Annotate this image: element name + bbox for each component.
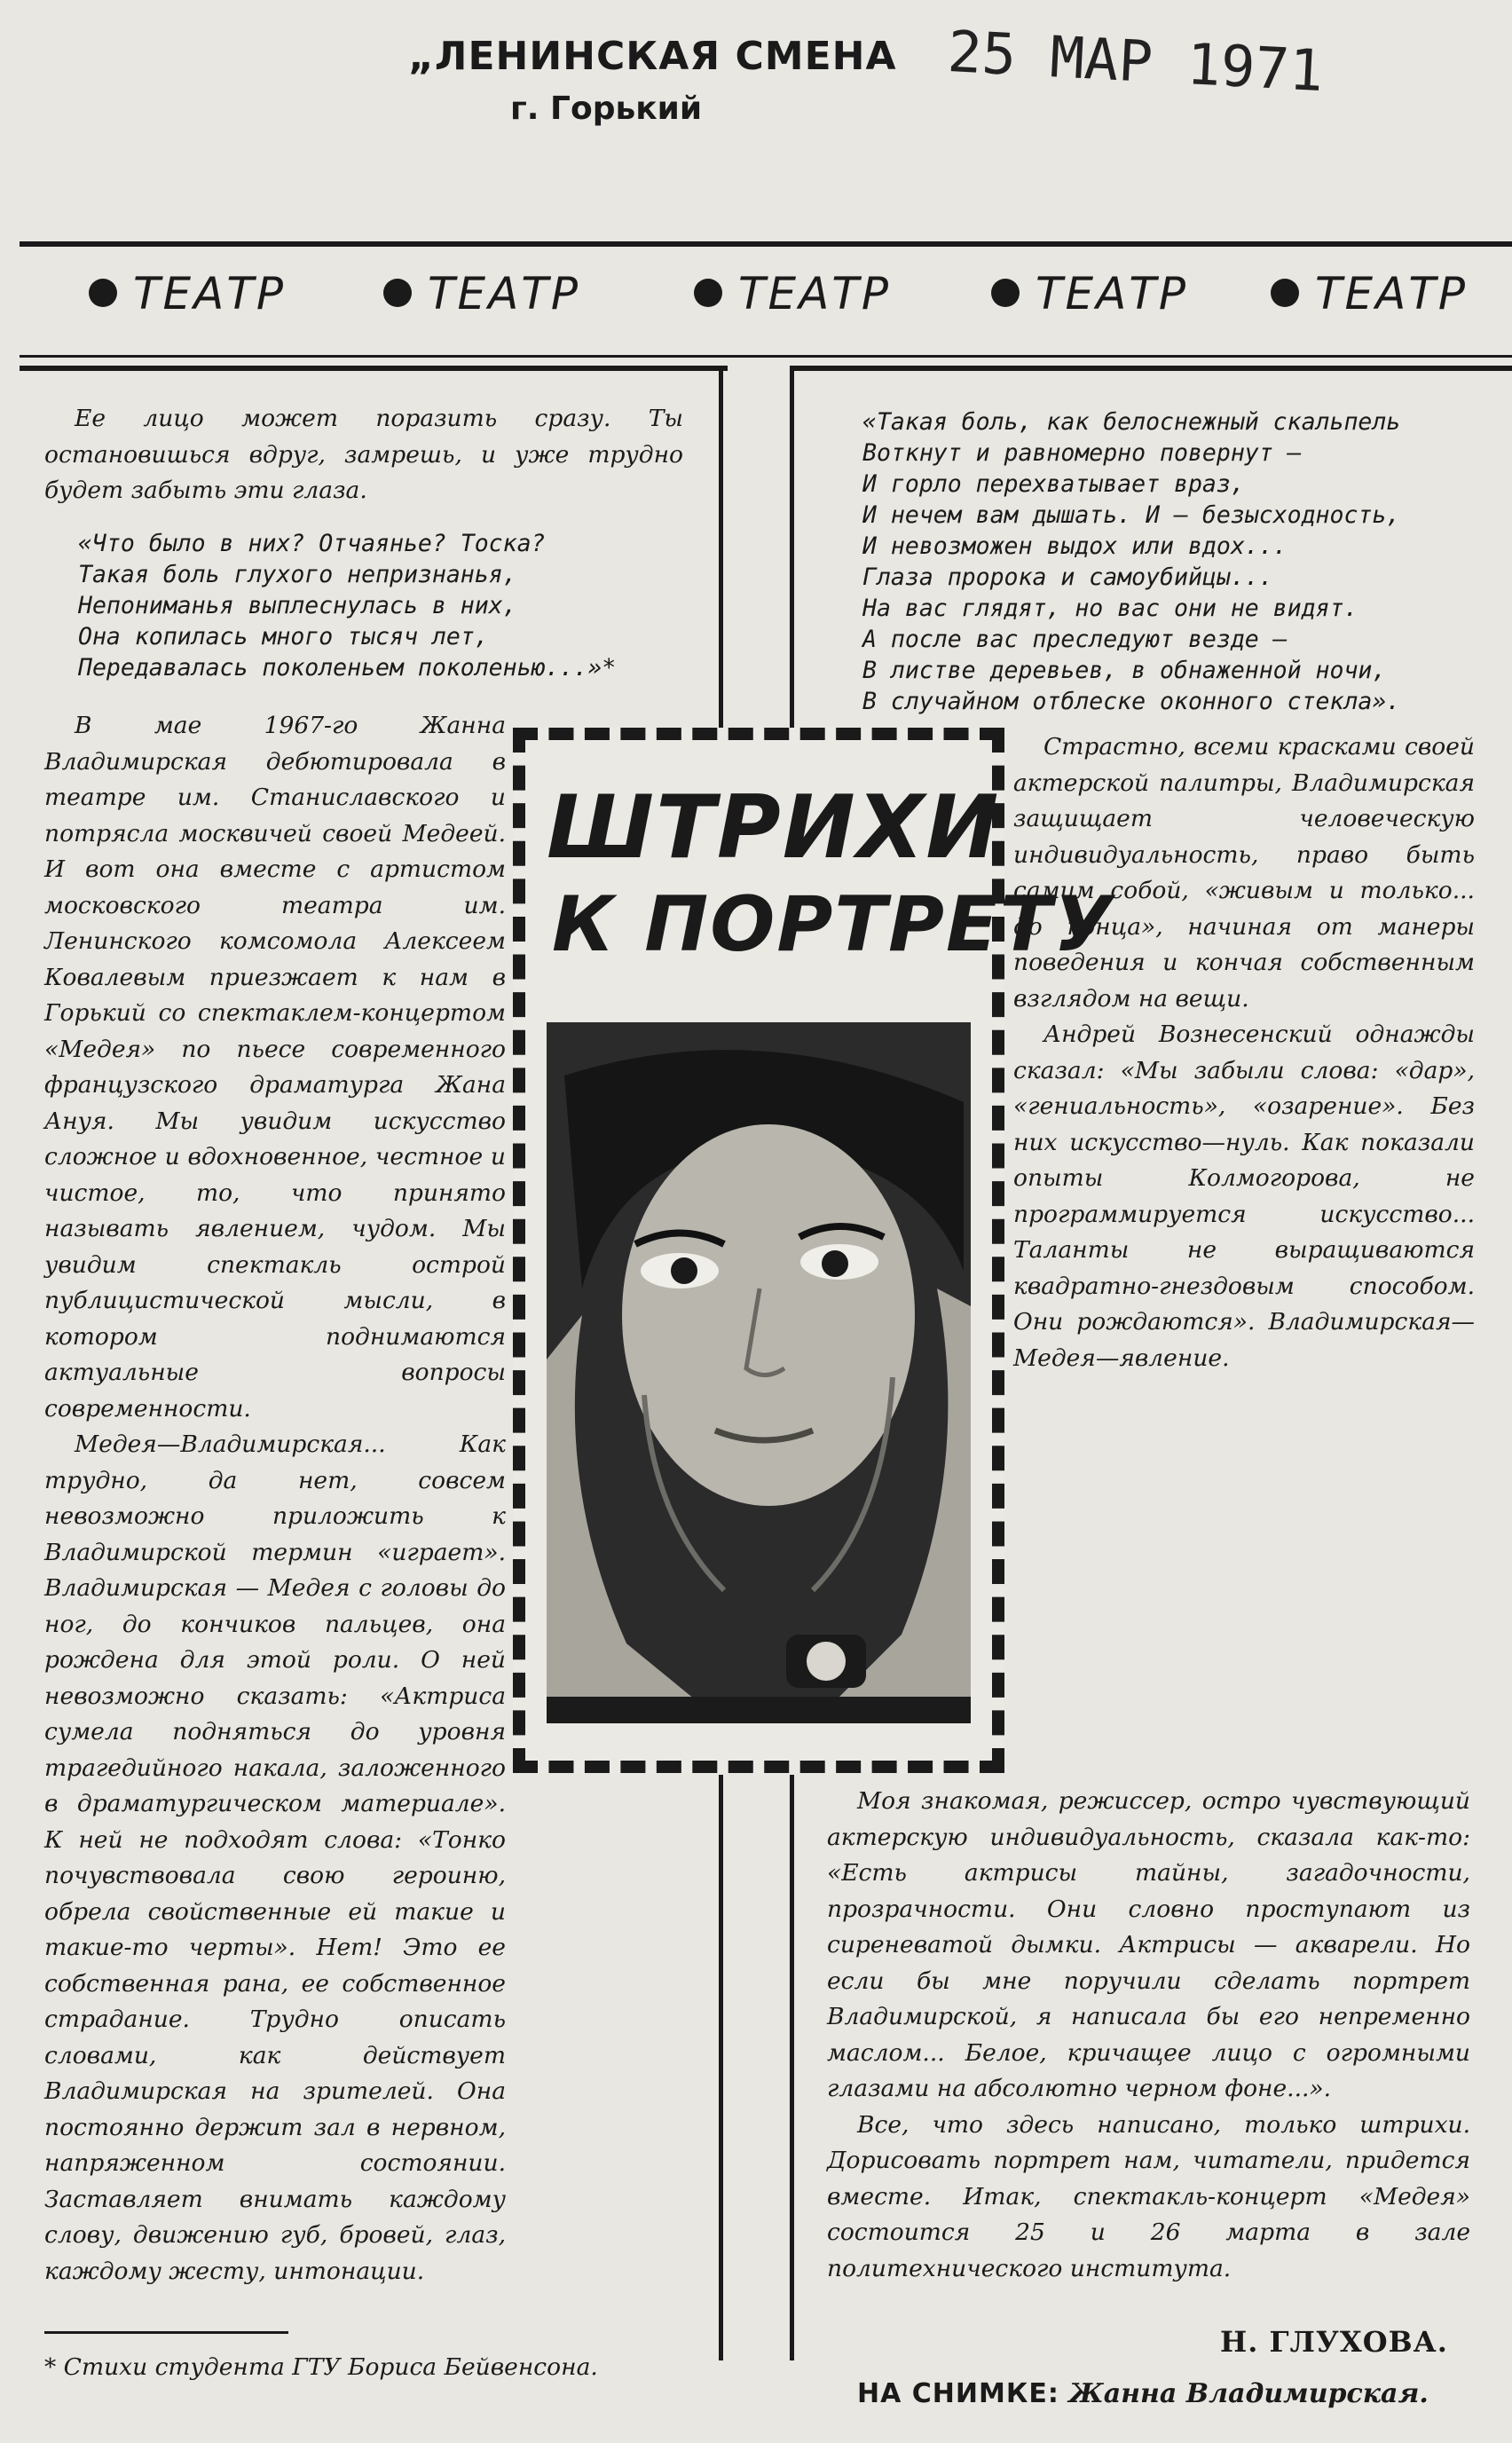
column-divider-left (719, 366, 723, 738)
left-paragraph-1: В мае 1967-го Жанна Владимирская дебютировала в театре им. Станиславского и потрясла москвичей своей Медеей. И вот она вместе с артистом московского театра им. Ленинского комсомола Алексеем Ковалевым приезжает к нам в Горький со спектаклем-концертом «Медея» по пьесе современного французского драматурга Жана Ануя. Мы увидим искусство сложное и вдохновенное, честное и чистое, то, что принято называть явлением, чудом. Мы увидим спектакль острой публицистической мысли, в котором поднимаются актуальные вопросы современности. Медея—Владимирская... Как трудно, да нет, совсем невозможно приложить к Владимирской термин «играет». Владимирская — Медея с головы до ног, до кончиков пальцев, она рождена для этой роли. О ней невозможно сказать: «Актриса сумела подняться до уровня трагедийного накала, заложенного в драматургическом материале». К ней не подходят слова: «Тонко почувствовала свою героиню, обрела свойственные ей такие и такие-то черты». Нет! Это ее собственная рана, ее собственное страдание. Трудно описать словами, как действует Владимирская на зрителей. Она постоянно держит зал в нервном, напряженном состоянии. Заставляет внимать каждому слову, движению губ, бровей, глаз, каждому жесту, интонации. (44, 712, 506, 2285)
left-column-top-rule (20, 366, 728, 371)
author-signature: Н. ГЛУХОВА. (1220, 2325, 1448, 2359)
right-column-top-rule (790, 366, 1512, 371)
column-divider-right (790, 366, 794, 738)
caption-text: Жанна Владимирская. (1068, 2378, 1429, 2409)
newspaper-name: „ЛЕНИНСКАЯ СМЕНА (408, 34, 897, 79)
rubric-item: ТЕАТР (991, 268, 1188, 319)
bullet-icon (89, 279, 117, 307)
rubric-bottom-rule (20, 355, 1512, 358)
rubric-item: ТЕАТР (1271, 268, 1468, 319)
headline-line-1: ШТРИХИ (547, 777, 1001, 879)
portrait-photo (547, 1022, 971, 1723)
rubric-item: ТЕАТР (694, 268, 891, 319)
bullet-icon (991, 279, 1020, 307)
rubric-item: ТЕАТР (89, 268, 286, 319)
left-poem: «Что было в них? Отчаянье? Тоска? Такая боль глухого непризнанья, Непониманья выплеснулась в них, Она копилась много тысяч лет, Передавалась поколеньем поколенью...»* (78, 530, 617, 682)
footnote: * Стихи студента ГТУ Бориса Бейвенсона. (44, 2353, 598, 2381)
right-lower-paragraphs: Моя знакомая, режиссер, остро чувствующий актерскую индивидуальность, сказала как-то: «Есть актрисы тайны, загадочности, прозрачности. Они словно проступают из сиреневатой дымки. Актрисы — акварели. Но если бы мне поручили сделать портрет Владимирской, я написала бы его непременно маслом... Белое, кричащее лицо с огромными глазами на абсолютно черном фоне...». Все, что здесь написано, только штрихи. Дорисовать портрет нам, читатели, придется вместе. Итак, спектакль-концерт «Медея» состоится 25 и 26 марта в зале политехнического института. (827, 1787, 1470, 2282)
bullet-icon (694, 279, 722, 307)
newspaper-city: г. Горький (510, 91, 703, 127)
column-divider-right-lower (790, 1775, 794, 2360)
bullet-icon (383, 279, 412, 307)
photo-caption (857, 2378, 1429, 2409)
date-stamp: 25 МАР 1971 (946, 20, 1326, 106)
portrait-image (547, 1022, 971, 1723)
footnote-rule (44, 2331, 288, 2334)
rubric-item: ТЕАТР (383, 268, 580, 319)
rubric-band (20, 257, 1510, 337)
bullet-icon (1271, 279, 1299, 307)
caption-lead: НА СНИМКЕ: (857, 2378, 1059, 2409)
left-intro: Ее лицо может поразить сразу. Ты остановишься вдруг, замрешь, и уже трудно будет забыть эти глаза. (44, 405, 683, 504)
right-poem: «Такая боль, как белоснежный скальпель Воткнут и равномерно повернут — И горло перехватывает враз, И нечем вам дышать. И — безысходность, И невозможен выдох или вдох... Глаза пророка и самоубийцы... На вас глядят, но вас они не видят. А после вас преследуют везде — В листве деревьев, в обнаженной ночи, В случайном отблеске оконного стекла». (862, 408, 1401, 715)
top-rule (20, 241, 1512, 247)
headline-box (513, 728, 1114, 1773)
headline-line-2: К ПОРТРЕТУ (552, 880, 1114, 969)
right-paragraphs: Страстно, всеми красками своей актерской палитры, Владимирская защищает человеческую индивидуальность, право быть самим собой, «живым и только... до конца», начиная от манеры поведения и кончая собственным взглядом на вещи. Андрей Вознесенский однажды сказал: «Мы забыли слова: «дар», «гениальность», «озарение». Без них искусство—нуль. Как показали опыты Колмогорова, не программируется искусство... Таланты не выращиваются квадратно-гнездовым способом. Они рождаются». Владимирская—Медея—явление. (1013, 733, 1475, 1372)
column-divider-left-lower (719, 1775, 723, 2360)
